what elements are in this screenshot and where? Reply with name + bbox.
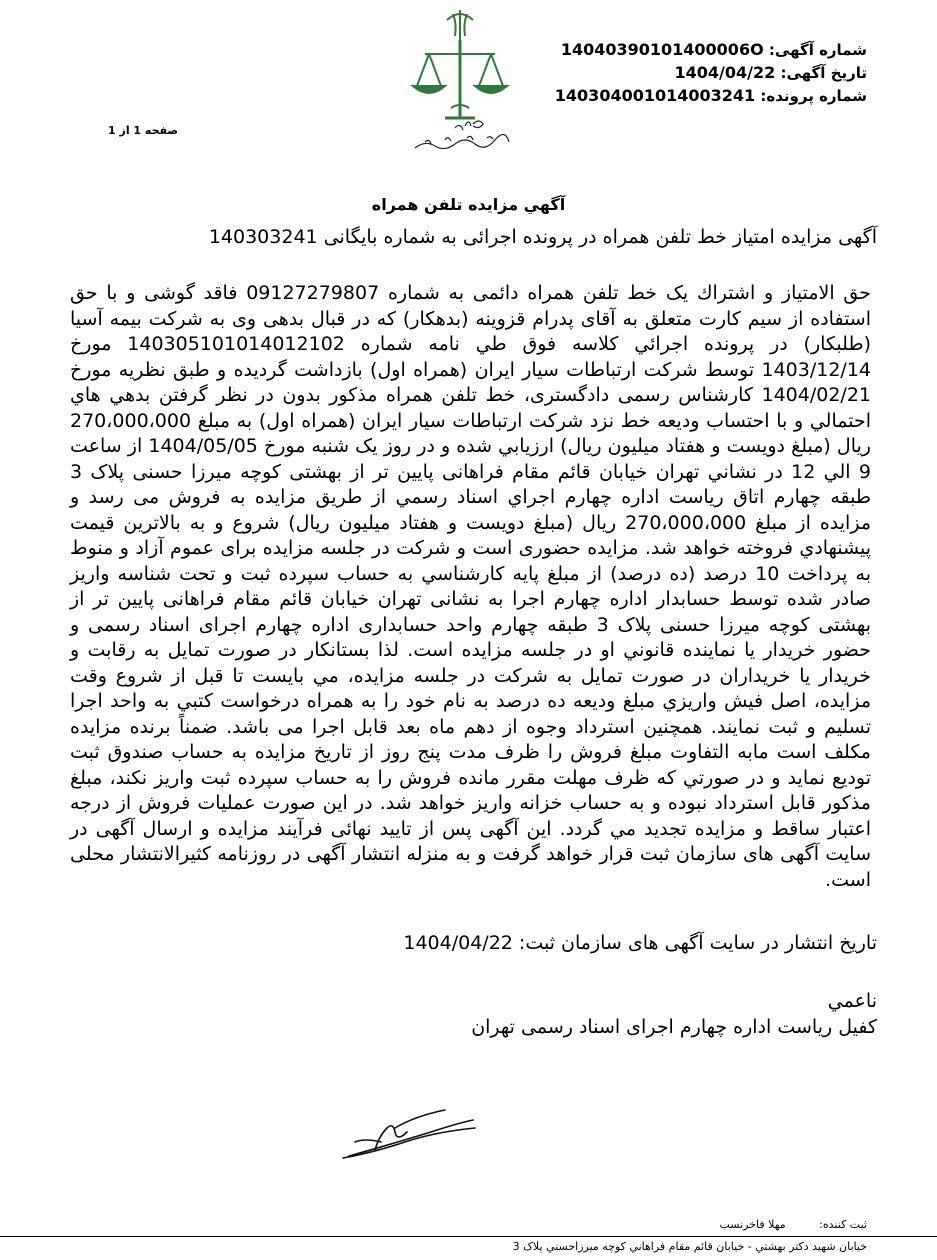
notice-number-line bbox=[561, 40, 867, 59]
case-number: 140304001014003241 bbox=[554, 86, 756, 105]
notice-number: 14040390101400006O bbox=[560, 40, 764, 59]
notice-body: حق الامتياز و اشتراك يک خط تلفن همراه دائمی به شماره 09127279807 فاقد گوشی و با حق استفاده از سیم کارت متعلق به آقای پدرام قزوینه (بدهکار) که در قبال بدهی وی به شرکت بیمه آسیا (طلبکار) در پرونده اجرائي كلاسه فوق طي نامه شماره 140305101014012102 مورخ 1403/12/14 توسط شرکت ارتباطات سیار ایران (همراه اول) بازداشت گردیده و طبق نظریه مورخ 1404/02/21 كارشناس رسمی دادگستری، خط تلفن همراه مذکور بدون در نظر گرفتن بدهي هاي احتمالي و با احتساب وديعه خط نزد شرکت ارتباطات سیار ایران (همراه اول) به مبلغ 270،000،000 ريال (مبلغ دويست و هفتاد ميليون ريال) ارزيابي شده و در روز یک شنبه مورخ 1404/05/05 از ساعت 9 الي 12 در نشاني تهران خیابان قائم مقام فراهانی پایین تر از بهشتی کوچه میرزا حسنی پلاک 3 طبقه چهارم اتاق رياست اداره چهارم اجراي اسناد رسمي از طريق مزايده به فروش می رسد و مزایده از مبلغ 270،000،000 ريال (مبلغ دويست و هفتاد ميليون ريال) شروع و به بالاترين قيمت پيشنهادي فروخته خواهد شد. مزايده حضوری است و شرکت در جلسه مزایده برای عموم آزاد و منوط به پرداخت 10 درصد (ده درصد) از مبلغ پايه كارشناسي به حساب سپرده ثبت و تحت شناسه واریز صادر شده توسط حسابدار اداره چهارم اجرا به نشانی تهران خیابان قائم مقام فراهانی پایین تر از بهشتی کوچه میرزا حسنی پلاک 3 طبقه چهارم واحد حسابداری اداره چهارم اجرای اسناد رسمی و حضور خريدار يا نماينده قانوني او در جلسه مزايده است. لذا بستانکار در صورت تمایل به رقابت و خریدار یا خریداران در صورت تمایل به شرکت در جلسه مزایده، مي بايست تا قبل از شروع وقت مزایده، اصل فيش واريزي مبلغ وديعه ده درصد به نام خود را به همراه درخواست كتبي به واحد اجرا تسلیم و ثبت نمایند. همچنین استرداد وجوه از دهم ماه بعد قابل اجرا می باشد. ضمناً برنده مزایده مکلف است مابه التفاوت مبلغ فروش را ظرف مدت پنج روز از تاریخ مزایده به حساب صندوق ثبت توديع نمايد و در صورتي که ظرف مهلت مقرر مانده فروش را به حساب سپرده ثبت واریز نکند، مبلغ مذکور قابل استرداد نبوده و به حساب خزانه واریز خواهد شد. در این صورت عملیات فروش از درجه اعتبار ساقط و مزایده تجدید مي گردد. این آگهی پس از تایید نهائی فرآیند مزایده و ارسال آگهی در سایت آگهی های سازمان ثبت قرار خواهد گرفت و به منزله انتشار آگهی در روزنامه کثیرالانتشار محلی است. bbox=[70, 282, 871, 891]
footer-divider bbox=[0, 1236, 937, 1237]
signer-name: ناعمي bbox=[827, 990, 877, 1012]
notice-date-label: تاریخ آگهی: bbox=[780, 64, 867, 82]
registrar-name: مهلا فاخرنسب bbox=[719, 1218, 786, 1231]
case-number-line bbox=[555, 86, 867, 105]
notice-subtitle: آگهی مزایده امتیاز خط تلفن همراه در پرونده اجرائی به شماره بایگانی 140303241 bbox=[208, 226, 877, 248]
scales-of-justice-icon bbox=[395, 6, 525, 156]
notice-number-label: شماره آگهی: bbox=[768, 41, 867, 59]
registrar-line bbox=[720, 1218, 868, 1231]
notice-title: آگهي مزايده تلفن همراه bbox=[371, 195, 566, 214]
judiciary-emblem-logo bbox=[395, 6, 525, 156]
footer-address: خيابان شهيد دكتر بهشتي - خيابان قائم مقام فراهاني كوچه ميرزاحسني پلاک 3 bbox=[512, 1240, 867, 1253]
registrar-label: ثبت کننده: bbox=[819, 1218, 867, 1231]
notice-date-line bbox=[675, 63, 868, 82]
case-number-label: شماره پرونده: bbox=[760, 87, 867, 105]
notice-date: 1404/04/22 bbox=[674, 63, 776, 82]
publish-date-line: تاریخ انتشار در سایت آگهی های سازمان ثبت: 1404/04/22 bbox=[403, 932, 877, 954]
signer-title: كفيل رياست اداره چهارم اجرای اسناد رسمی تهران bbox=[471, 1016, 877, 1038]
page-indicator: صفحه 1 از 1 bbox=[108, 124, 179, 137]
handwritten-signature bbox=[335, 1098, 485, 1168]
